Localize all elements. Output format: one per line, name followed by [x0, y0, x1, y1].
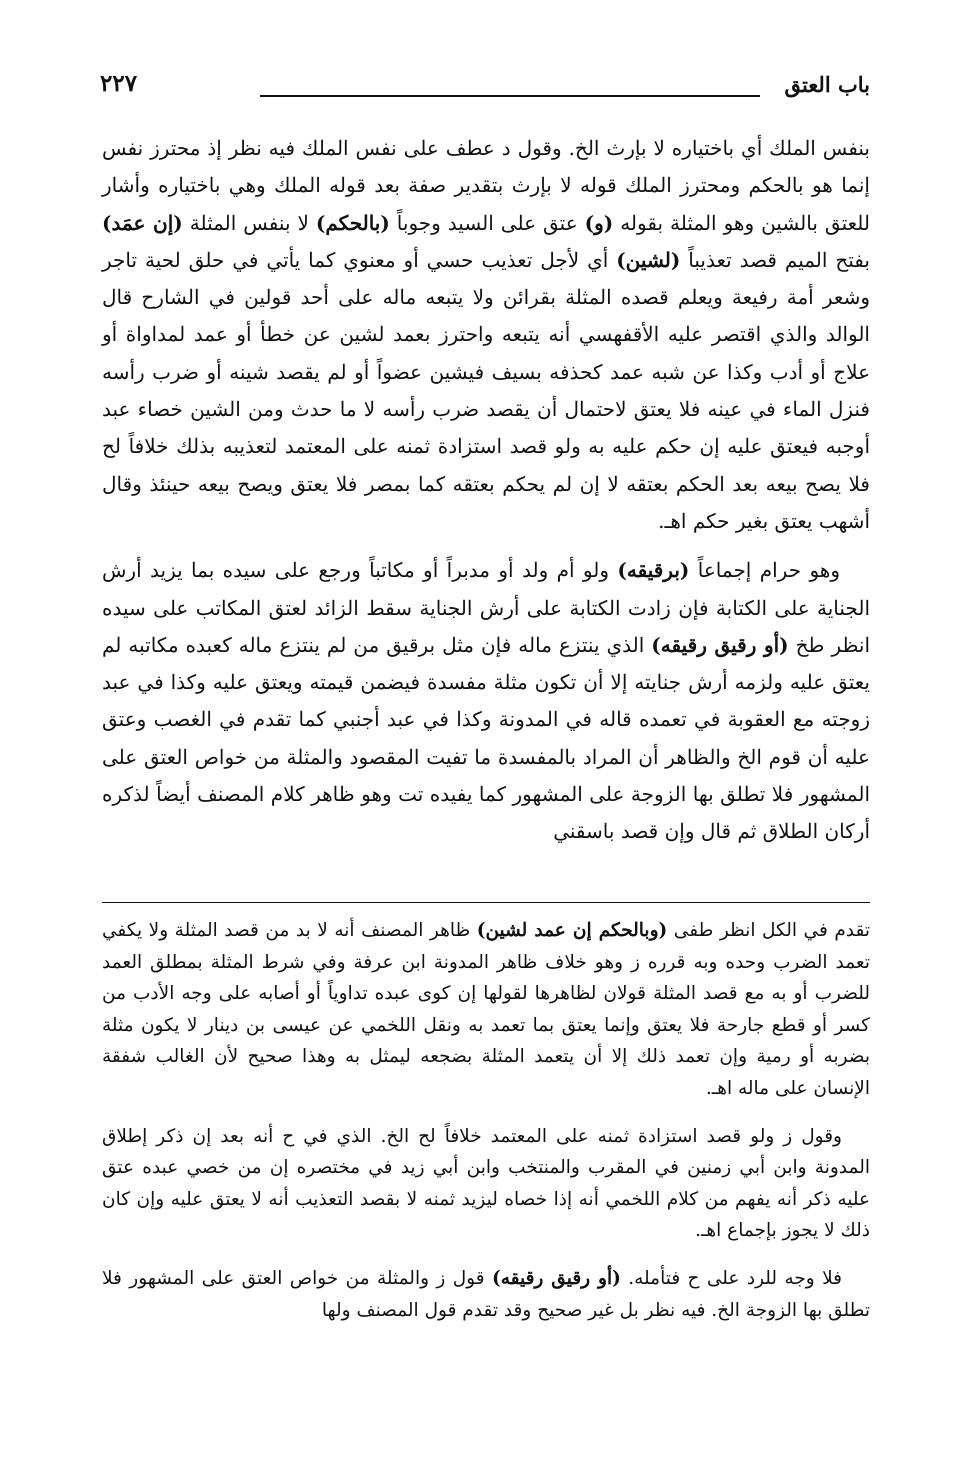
footnote-lemma-2: (أو رقيق رقيقه) [491, 1267, 621, 1289]
running-title: باب العتق [784, 72, 870, 97]
main-paragraph-1: بنفس الملك أي باختياره لا بإرث الخ. وقول د عطف على نفس الملك فيه نظر إذ محترز نفس إنما هو بالحكم ومحترز الملك قوله لا بإرث بتقدير صفة بعد قوله الملك وهي باختياره وأشار للعتق بالشين وهو المثلة بقوله (و) عتق على السيد وجوباً (بالحكم) لا بنفس المثلة (إن عمَد) بفتح الميم قصد تعذيباً (لشين) أي لأجل تعذيب حسي أو معنوي كما يأتي في حلق لحية تاجر وشعر أمة رفيعة ويعلم قصده المثلة بقرائن ولا يتبعه ماله على أحد قولين في الشارح قال الوالد والذي اقتصر عليه الأقفهسي أنه يتبعه واحترز بعمد لشين عن خطأ أو عمد لمداواة أو علاج أو أدب وكذا عن شبه عمد كحذفه بسيف فيشين عضواً أو لم يقصد شينه أو ضرب رأسه فنزل الماء في عينه فلا يعتق لاحتمال أن يقصد ضرب رأسه لا ما حدث ومن الشين خصاء عبد أوجبه فيعتق عليه إن حكم عليه به ولو قصد استزادة ثمنه على المعتمد لتعذيبه بذلك خلافاً لح فلا يصح بيعه بعد الحكم بعتقه لا إن لم يحكم بعتقه كما بمصر فلا يعتق ويصح بيعه حينئذ وقال أشهب يعتق بغير حكم اهـ. [102, 136, 870, 533]
page-header [100, 72, 870, 106]
lemma-in-amada: (إن عمَد) [102, 210, 183, 235]
lemma-bilhukm: (بالحكم) [315, 210, 390, 235]
lemma-biraqiqihi: (برقيقه) [617, 558, 690, 583]
footnote-paragraph-3: فلا وجه للرد على ح فتأمله. (أو رقيق رقيقه) قول ز والمثلة من خواص العتق على المشهور فلا تطلق بها الزوجة الخ. فيه نظر بل غير صحيح وقد تقدم قول المصنف ولها [102, 1267, 870, 1321]
main-paragraph-2: وهو حرام إجماعاً (برقيقه) ولو أم ولد أو مدبراً أو مكاتباً ورجع على سيده بما يزيد أرش الجناية على الكتابة فإن زادت الكتابة على أرش الجناية سقط الزائد لعتق المكاتب على سيده انظر طخ (أو رقيق رقيقه) الذي ينتزع ماله فإن مثل برقيق من لم ينتزع ماله كعبده مكاتبه لم يعتق عليه ولزمه أرش جنايته إلا أن تكون مثلة مفسدة فيضمن قيمته ويعتق عليه وكذا في عبد زوجته مع العقوبة في تعمده قاله في المدونة وكذا في عبد أجنبي كما تقدم في الغصب وعتق عليه أن قوم الخ والظاهر أن المراد بالمفسدة ما تفيت المقصود والمثلة من خواص العتق على المشهور فلا تطلق بها الزوجة على المشهور كما يفيده تت وهو ظاهر كلام المصنف أيضاً لذكره أركان الطلاق ثم قال وإن قصد باسقني [102, 558, 871, 844]
header-rule [260, 95, 760, 97]
footnote-lemma-1: (وبالحكم إن عمد لشين) [476, 920, 668, 941]
main-text [102, 130, 870, 851]
footnote-separator [102, 902, 870, 903]
lemma-lishayn: (لشين) [616, 247, 681, 272]
footnotes [102, 915, 870, 1342]
page-number: ٢٢٧ [100, 70, 138, 97]
lemma-aw-raqiq-raqiqihi: (أو رقيق رقيقه) [651, 632, 789, 657]
footnote-paragraph-2: وقول ز ولو قصد استزادة ثمنه على المعتمد خلافاً لح الخ. الذي في ح أنه بعد إن ذكر إطلاق المدونة وابن أبي زمنين في المقرب والمنتخب وابن أبي زيد في مختصره إن من خصي عبده عتق عليه ذكر أنه يفهم من كلام اللخمي أنه إذا خصاه ليزيد ثمنه لا بقصد التعذيب أنه لا يعتق عليه وإن كان ذلك لا يجوز بإجماع اهـ. [102, 1125, 870, 1242]
lemma-wa: (و) [584, 210, 614, 235]
footnote-paragraph-1: تقدم في الكل انظر طفى (وبالحكم إن عمد لشين) ظاهر المصنف أنه لا بد من قصد المثلة ولا يكفي تعمد الضرب وحده وبه قرره ز وهو خلاف ظاهر المدونة ابن عرفة وفي شرط المثلة بمطلق العمد للضرب أو به مع قصد المثلة قولان لظاهرها لقولها إن كوى عبده تداوياً أو أصابه على وجه الأدب من كسر أو قطع جارحة فلا يعتق وإنما يعتق بما تعمد به ونقل اللخمي عن عيسى بن دينار لا يكون مثلة بضربه أو رمية وإن تعمد ذلك إلا أن يتعمد المثلة بضجعه ليمثل به وهذا صحيح لأن الغالب شفقة الإنسان على ماله اهـ. [102, 920, 870, 1099]
